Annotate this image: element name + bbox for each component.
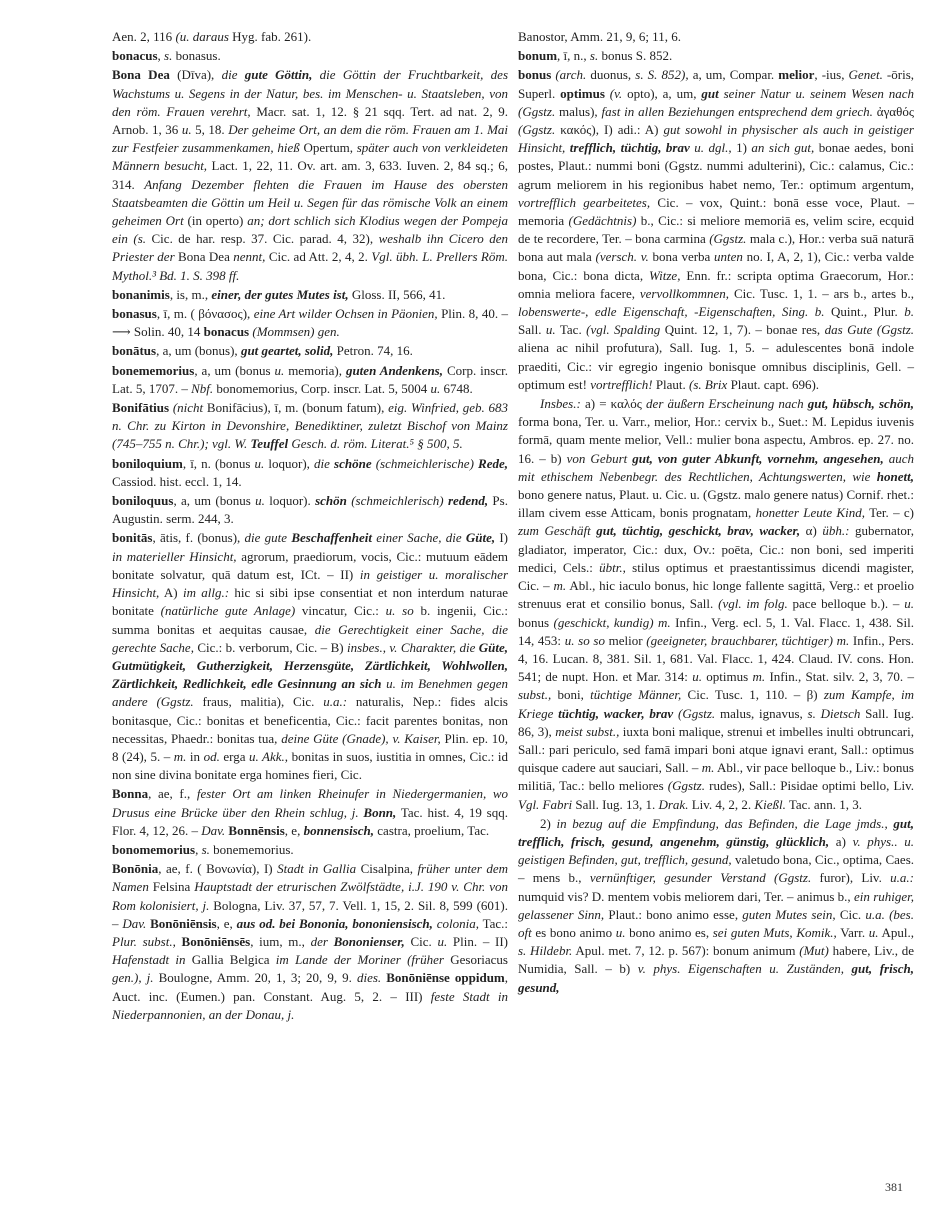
entry-bonus: bonus (arch. duonus, s. S. 852), a, um, Compar. melior, -ius, Genet. -ōris, Superl. optimus (v. opto), a, um, gut seiner Natur u. seinem Wesen nach (Ggstz. malus), fast in allen Beziehungen entsprechend dem griech. ἀγαθός (Ggstz. κακός), I) adi.: A) gut sowohl in physischer als auch in geistiger Hinsicht, trefflich, tüchtig, brav u. dgl., 1) an sich gut, bonae aedes, boni postes, Plaut.: nummi boni (Ggstz. nummi adulterini), Cic.: calamus, Cic.: agrum meliorem in his regionibus habet nemo, Ter.: optimum argentum, vortrefflich gearbeitetes, Cic. – vox, Quint.: bonā esse voce, Plaut. – memoria (Gedächtnis) b., Cic.: si meliore memoriā es, velim scire, ecquid de te recordere, Ter. – bona carmina (Ggstz. mala c.), Hor.: verba suā naturā bona aut mala (versch. v. bona verba unten no. I, A, 2, 1), Cic.: verba valde bona, Cic.: bona dicta, Witze, Enn. fr.: scripta optima Graecorum, Hor.: omnia meliora facere, vervollkommnen, Cic. Tusc. 1, 1. – ars b., artes b., lobenswerte-, edle Eigenschaft, -Eigenschaften, Sing. b. Quint., Plur. b. Sall. u. Tac. (vgl. Spalding Quint. 12, 1, 7). – bonae res, das Gute (Ggstz. aliena ac nihil profutura), Sall. Iug. 1, 5. – adulescentes bonā indole praediti, Cic.: vir egregio ingenio bonisque omnibus disciplinis, Gell. – optimum est! vortrefflich! Plaut. (s. Brix Plaut. capt. 696).: [518, 67, 915, 392]
entry-bonacus: bonacus, s. bonasus.: [112, 48, 221, 64]
entry-bonatus: bonātus, a, um (bonus), gut geartet, solid, Petron. 74, 16.: [112, 343, 413, 359]
entry-bonanimis: bonanimis, is, m., einer, der gutes Mutes ist, Gloss. II, 566, 41.: [112, 286, 446, 302]
entry-bononia: Bonōnia, ae, f. ( Βονωνία), I) Stadt in Gallia Cisalpina, früher unter dem Namen Felsina Hauptstadt der etrurischen Zwölfstädte, i.J. 190 v. Chr. von Rom kolonisiert, j. Bologna, Liv. 37, 57, 7. Vell. 1, 15, 2. Sil. 8, 599 (601). – Dav. Bonōniēnsis, e, aus od. bei Bononia, bononiensisch, colonia, Tac.: Plur. subst., Bonōniēnsēs, ium, m., der Bononienser, Cic. u. Plin. – II) Hafenstadt in Gallia Belgica im Lande der Moriner (früher Gesoriacus gen.), j. Boulogne, Amm. 20, 1, 3; 20, 9, 9. dies. Bonōniēnse oppidum, Auct. inc. (Eumen.) pan. Constant. Aug. 5, 2. – III) feste Stadt in Niederpannonien, an der Donau, j.: [112, 861, 509, 1022]
left-column: [112, 28, 508, 1025]
entry-boniloquus: boniloquus, a, um (bonus u. loquor). schön (schmeichlerisch) redend, Ps. Augustin. serm. 244, 3.: [112, 493, 508, 527]
entry-bonasus: bonasus, ī, m. ( βόνασος), eine Art wilder Ochsen in Päonien, Plin. 8, 40. – ⟶ Solin. 40, 14 bonacus (Mommsen) gen.: [112, 306, 508, 340]
entry-bonememorius: bonememorius, a, um (bonus u. memoria), guten Andenkens, Corp. inscr. Lat. 5, 1707. – Nbf. bonomemorius, Corp. inscr. Lat. 5, 5004 u. 6748.: [112, 362, 508, 396]
entry-bona-dea: Bona Dea (Dīva), die gute Göttin, die Göttin der Fruchtbarkeit, des Wachstums u. Segens in der Natur, bes. im Menschen- u. Staatsleben, von den röm. Frauen verehrt, Macr. sat. 1, 12. § 21 sqq. Tert. ad nat. 2, 9. Arnob. 1, 36 u. 5, 18. Der geheime Ort, an dem die röm. Frauen am 1. Mai zur Festfeier zusammenkamen, hieß Opertum, später auch von verkleideten Männern besucht, Lact. 1, 22, 11. Ov. art. am. 3, 633. Iuven. 2, 84 sq.; 6, 314. Anfang Dezember flehten die Frauen im Hause des obersten Staatsbeamten die Göttin um Heil u. Segen für das römische Volk an einem geheimen Ort (in operto) an; dort schlich sich Klodius wegen der Pompeja ein (s. Cic. de har. resp. 37. Cic. parad. 4, 32), weshalb ihn Cicero den Priester der Bona Dea nennt, Cic. ad Att. 2, 4, 2. Vgl. übh. L. Prellers Röm. Mythol.³ Bd. 1. S. 398 ff.: [112, 67, 509, 283]
entry-boniloquium: boniloquium, ī, n. (bonus u. loquor), die schöne (schmeichlerische) Rede, Cassiod. hist. eccl. 1, 14.: [112, 455, 508, 489]
entry-bonus-insbes: Insbes.: a) = καλός der äußern Erscheinung nach gut, hübsch, schön, forma bona, Ter. u. Varr., melior, Hor.: cervix b., Suet.: M. Lepidus iuvenis formā, quam mente melior, Vell.: mulier bona aspectu, Ambros. ep. 27. no. 16. – b) von Geburt gut, von guter Abkunft, vornehm, angesehen, auch mit ethischem Nebenbegr. des Rechtlichen, Achtungswerten, wie honett, bono genere natus, Plaut. u. Cic. u. (Ggstz. malo genere natus) Cornif. rhet.: illam civem esse Atticam, bonis prognatam, honetter Leute Kind, Ter. – c) zum Geschäft gut, tüchtig, geschickt, brav, wacker, α) übh.: gubernator, gladiator, imperator, Cic.: dux, Ov.: poēta, Cic.: non boni, sed imperiti medici, Cels.: übtr., stilus optimus et praestantissimus dicendi magister, Cic. – m. Abl., hic iaculo bonus, hic longe fallente sagittā, Verg.: et proelio strenuus erat et consilio bonus, Sall. (vgl. im folg. pace belloque b.). – u. bonus (geschickt, kundig) m. Infin., Verg. ecl. 5, 1. Val. Flacc. 1, 438. Sil. 14, 453: u. so so melior (geeigneter, brauchbarer, tüchtiger) m. Infin., Pers. 4, 16. Lucan. 8, 381. Sil. 1, 681. Val. Flacc. 1, 424. Claud. IV. cons. Hon. 541; de nupt. Hon. et Mar. 314: u. optimus m. Infin., Stat. silv. 2, 3, 70. – subst., boni, tüchtige Männer, Cic. Tusc. 1, 110. – β) zum Kampfe, im Kriege tüchtig, wacker, brav (Ggstz. malus, ignavus, s. Dietsch Sall. Iug. 86, 3), meist subst., iuxta boni malique, strenui et imbelles inulti obtruncari, Sall.: pari periculo, sed famā impari boni atque ignavi erant, Sall.: optimus quisque cadere aut sauciari, Sall. – m. Abl., vir pace belloque b., Liv.: bonus militiā, Tac.: bello meliores (Ggstz. rudes), Sall.: Pisidae optimi bello, Liv. Vgl. Fabri Sall. Iug. 13, 1. Drak. Liv. 4, 2, 2. Kießl. Tac. ann. 1, 3.: [518, 396, 915, 812]
entry-bonum: bonum, ī, n., s. bonus S. 852.: [518, 48, 673, 64]
entry-banostor-continuation: Banostor, Amm. 21, 9, 6; 11, 6.: [518, 29, 681, 44]
entry-bonus-section-2: 2) in bezug auf die Empfindung, das Befinden, die Lage jmds., gut, trefflich, frisch, gesund, angenehm, günstig, glücklich, a) v. phys.. u. geistigen Befinden, gut, trefflich, gesund, valetudo bona, Cic., optima, Caes. – mens b., vernünftiger, gesunder Verstand (Ggstz. furor), Liv. u.a.: numquid vis? D. mentem vobis meliorem dari, Ter. – animus b., ein ruhiger, gelassener Sinn, Plaut.: bono animo esse, guten Mutes sein, Cic. u.a. (bes. oft es bono animo u. bono animo es, sei guten Muts, Komik., Varr. u. Apul., s. Hildebr. Apul. met. 7, 12. p. 567): bonum animum (Mut) habere, Liv., de Numidia, Sall. – b) v. phys. Eigenschaften u. Zuständen, gut, frisch, gesund,: [518, 815, 915, 995]
entry-bonna: Bonna, ae, f., fester Ort am linken Rheinufer in Niedergermanien, wo Drusus eine Brücke über den Rhein schlug, j. Bonn, Tac. hist. 4, 19 sqq. Flor. 4, 12, 26. – Dav. Bonnēnsis, e, bonnensisch, castra, proelium, Tac.: [112, 786, 508, 838]
entry-bonifatius: Bonifātius (nicht Bonifācius), ī, m. (bonum fatum), eig. Winfried, geb. 683 n. Chr. zu Kirton in Devonshire, Benediktiner, zuletzt Bischof von Mainz (745–755 n. Chr.); vgl. W. Teuffel Gesch. d. röm. Literat.⁵ § 500, 5.: [112, 400, 509, 452]
right-column: [518, 28, 914, 998]
entry-bonomemorius: bonomemorius, s. bonememorius.: [112, 841, 294, 857]
page-number: 381: [885, 1180, 903, 1194]
entry-bonitas: bonitās, ātis, f. (bonus), die gute Beschaffenheit einer Sache, die Güte, I) in materieller Hinsicht, agrorum, praediorum, vocis, Cic.: mutuum eādem bonitate solvatur, quā datum est, ICt. – II) in geistiger u. moralischer Hinsicht, A) im allg.: hic si sibi ipse consentiat et non interdum naturae bonitate (natürliche gute Anlage) vincatur, Cic.: u. so b. ingenii, Cic.: summa bonitas et aequitas causae, die Gerechtigkeit einer Sache, die gerechte Sache, Cic.: b. verborum, Cic. – B) insbes., v. Charakter, die Güte, Gutmütigkeit, Gutherzigkeit, Herzensgüte, Zärtlichkeit, Wohlwollen, Zärtlichkeit, Redlichkeit, edle Gesinnung an sich u. im Benehmen gegen andere (Ggstz. fraus, malitia), Cic. u.a.: naturalis, Nep.: fides alcis bonitasque, Cic.: bonitas et beneficentia, Cic.: facit parentes bonitas, non necessitas, Phaedr.: bonitas tua, deine Güte (Gnade), v. Kaiser, Plin. ep. 10, 8 (24), 5. – m. in od. erga u. Akk., bonitas in suos, iustitia in omnes, Cic.: id non sine divina bonitate erga homines fieri, Cic.: [112, 530, 509, 783]
entry-aen-continuation: Aen. 2, 116 (u. daraus Hyg. fab. 261).: [112, 29, 312, 44]
